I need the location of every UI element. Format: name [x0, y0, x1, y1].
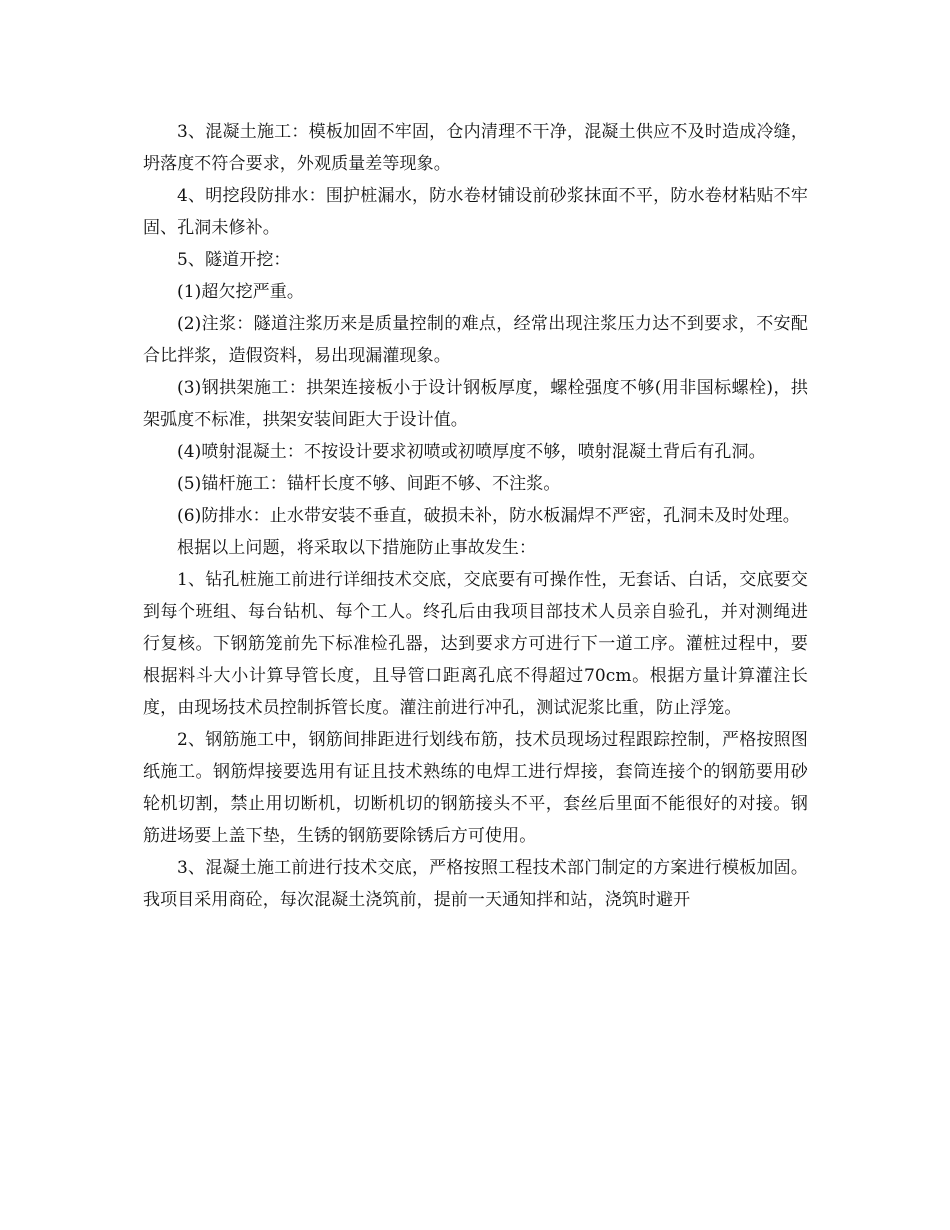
paragraph-rebar-measures: 2、钢筋施工中，钢筋间排距进行划线布筋，技术员现场过程跟踪控制，严格按照图纸施工。钢筋焊接要选用有证且技术熟练的电焊工进行焊接，套筒连接个的钢筋要用砂轮机切割，禁止用切断机，切断机切的钢筋接头不平，套丝后里面不能很好的对接。钢筋进场要上盖下垫，生锈的钢筋要除锈后方可使用。	[143, 730, 808, 846]
paragraph-tunnel-heading: 5、隧道开挖：	[177, 250, 291, 270]
paragraph-concrete-measures: 3、混凝土施工前进行技术交底，严格按照工程技术部门制定的方案进行模板加固。我项目采用商砼，每次混凝土浇筑前，提前一天通知拌和站，浇筑时避开	[143, 858, 808, 910]
paragraph-shotcrete: (4)喷射混凝土：不按设计要求初喷或初喷厚度不够，喷射混凝土背后有孔洞。	[177, 442, 766, 462]
paragraph-steel-arch: (3)钢拱架施工：拱架连接板小于设计钢板厚度，螺栓强度不够(用非国标螺栓)，拱架弧度不标准，拱架安装间距大于设计值。	[143, 378, 808, 430]
paragraph-concrete-issues: 3、混凝土施工：模板加固不牢固，仓内清理不干净，混凝土供应不及时造成冷缝，坍落度不符合要求，外观质量差等现象。	[143, 122, 808, 174]
document-body	[143, 116, 808, 916]
paragraph-drainage: (6)防排水：止水带安装不垂直，破损未补，防水板漏焊不严密，孔洞未及时处理。	[177, 506, 800, 526]
paragraph-overbreak: (1)超欠挖严重。	[177, 282, 304, 302]
paragraph-anchor-bolt: (5)锚杆施工：锚杆长度不够、间距不够、不注浆。	[177, 474, 561, 494]
paragraph-measures-intro: 根据以上问题，将采取以下措施防止事故发生：	[177, 538, 537, 558]
paragraph-waterproofing-issues: 4、明挖段防排水：围护桩漏水，防水卷材铺设前砂浆抹面不平，防水卷材粘贴不牢固、孔洞未修补。	[143, 186, 808, 238]
paragraph-bored-pile-measures: 1、钻孔桩施工前进行详细技术交底，交底要有可操作性，无套话、白话，交底要交到每个班组、每台钻机、每个工人。终孔后由我项目部技术人员亲自验孔，并对测绳进行复核。下钢筋笼前先下标准检孔器，达到要求方可进行下一道工序。灌桩过程中，要根据料斗大小计算导管长度，且导管口距离孔底不得超过70cm。根据方量计算灌注长度，由现场技术员控制拆管长度。灌注前进行冲孔，测试泥浆比重，防止浮笼。	[143, 570, 808, 718]
paragraph-grouting: (2)注浆：隧道注浆历来是质量控制的难点，经常出现注浆压力达不到要求，不安配合比拌浆，造假资料，易出现漏灌现象。	[143, 314, 808, 366]
